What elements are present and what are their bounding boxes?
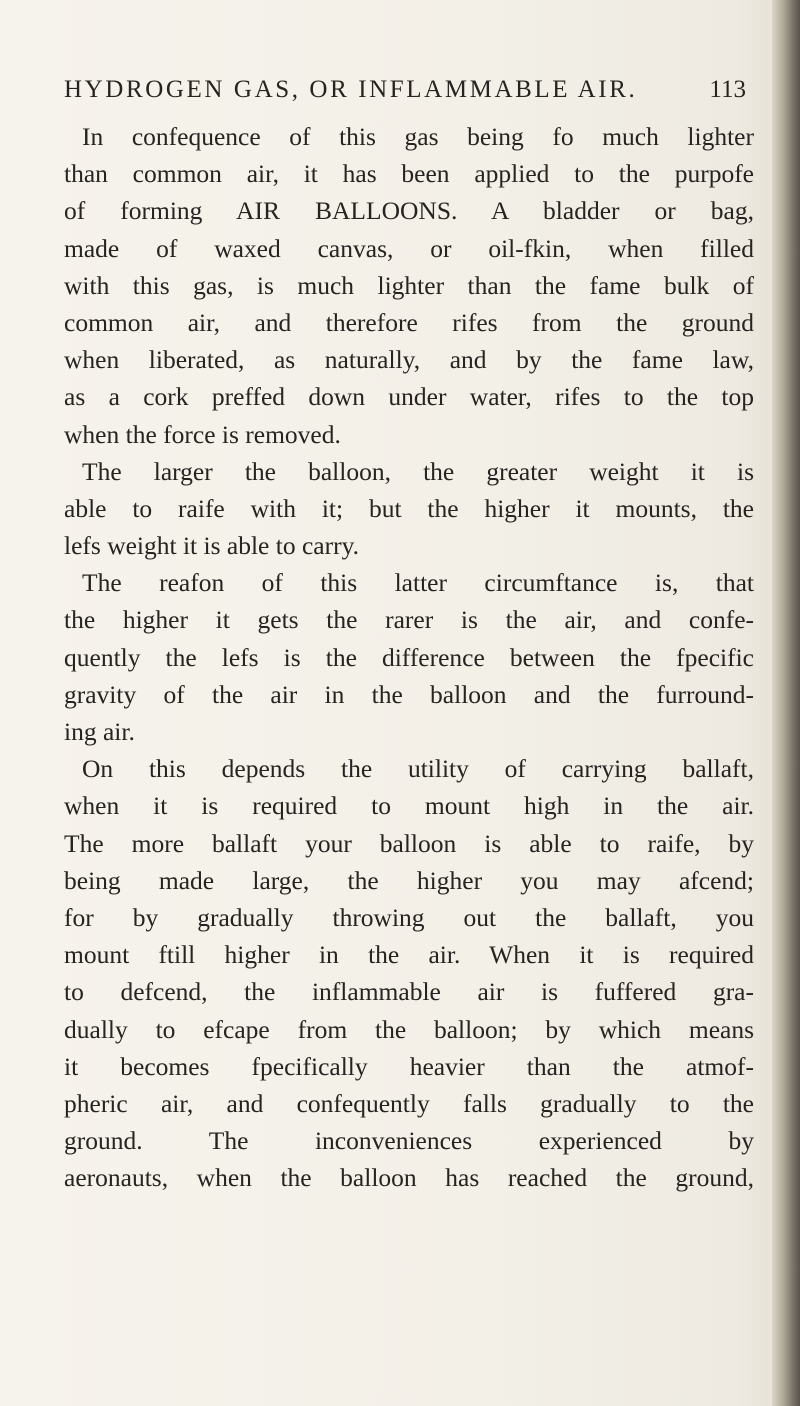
page-edge-shadow — [772, 0, 800, 1406]
body-text — [64, 118, 754, 1196]
text-line: when it is required to mount high in the air. — [64, 791, 754, 821]
text-line: the higher it gets the rarer is the air, and confe- — [64, 605, 754, 635]
text-line: mount ftill higher in the air. When it is required — [64, 940, 754, 970]
text-line: for by gradually throwing out the ballaft, you — [64, 902, 754, 932]
text-line: ground. The inconveniences experienced by — [64, 1126, 754, 1156]
text-line: as a cork preffed down under water, rifes to the top — [64, 382, 754, 412]
text-line: common air, and therefore rifes from the ground — [64, 307, 754, 337]
text-line: it becomes fpecifically heavier than the atmof- — [64, 1051, 754, 1081]
text-line: The more ballaft your balloon is able to raife, by — [64, 828, 754, 858]
text-line: than common air, it has been applied to the purpofe — [64, 159, 754, 189]
running-head — [64, 76, 764, 104]
text-line: to defcend, the inflammable air is fuffered gra- — [64, 977, 754, 1007]
running-title: HYDROGEN GAS, OR INFLAMMABLE AIR. — [64, 76, 638, 103]
text-line: quently the lefs is the difference between the fpecific — [64, 642, 754, 672]
text-line: of forming AIR BALLOONS. A bladder or bag, — [64, 196, 754, 226]
text-line: with this gas, is much lighter than the fame bulk of — [64, 270, 754, 300]
text-line: On this depends the utility of carrying ballaft, — [82, 754, 754, 784]
text-line: In confequence of this gas being fo much lighter — [82, 122, 754, 151]
text-line: made of waxed canvas, or oil-fkin, when filled — [64, 233, 754, 263]
text-line: pheric air, and confequently falls gradually to the — [64, 1088, 754, 1118]
text-line: lefs weight it is able to carry. — [64, 531, 360, 561]
text-line: The reafon of this latter circumftance is, that — [82, 568, 754, 598]
text-line: when the force is removed. — [64, 419, 341, 449]
text-line: The larger the balloon, the greater weight it is — [82, 456, 754, 486]
text-line: aeronauts, when the balloon has reached the ground, — [64, 1163, 754, 1193]
text-line: dually to efcape from the balloon; by which means — [64, 1014, 754, 1044]
text-line: being made large, the higher you may afcend; — [64, 865, 754, 895]
page-number: 113 — [709, 76, 746, 103]
text-line: able to raife with it; but the higher it mounts, the — [64, 493, 754, 523]
text-line: gravity of the air in the balloon and the furround- — [64, 679, 754, 709]
text-line: when liberated, as naturally, and by the fame law, — [64, 345, 754, 375]
text-line: ing air. — [64, 717, 135, 746]
